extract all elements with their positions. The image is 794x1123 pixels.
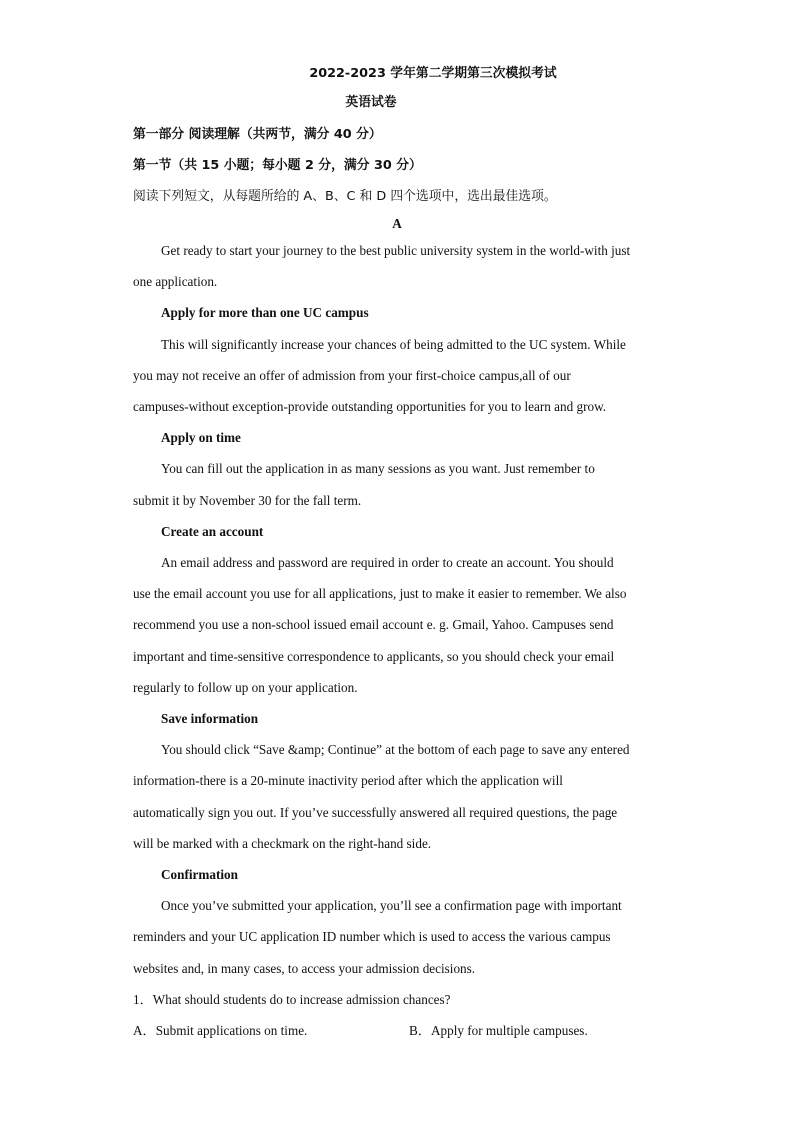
subject-title: 英语试卷 — [345, 95, 397, 110]
section-heading: Apply for more than one UC campus — [161, 305, 369, 320]
question-option-a[interactable]: A．Submit applications on time. — [133, 1023, 308, 1038]
paragraph-line: important and time-sensitive correspondence to applicants, so you should check your email — [133, 649, 615, 664]
paragraph-line: regularly to follow up on your application. — [133, 680, 358, 695]
paragraph-line: An email address and password are required in order to create an account. You should — [161, 555, 614, 570]
paragraph-line: reminders and your UC application ID number which is used to access the various campus — [133, 929, 611, 944]
paragraph-line: information-there is a 20-minute inactivity period after which the application will — [133, 773, 563, 788]
paragraph-line: You should click “Save &amp; Continue” at the bottom of each page to save any entered — [161, 742, 630, 757]
paragraph-line: you may not receive an offer of admission from your first-choice campus,all of our — [133, 368, 571, 383]
section-heading: Create an account — [161, 524, 264, 539]
passage-label: A — [392, 216, 402, 231]
exam-title: 2022-2023 学年第二学期第三次模拟考试 — [309, 66, 557, 81]
paragraph-line: campuses-without exception-provide outstanding opportunities for you to learn and grow. — [133, 399, 607, 414]
question-stem: 1．What should students do to increase admission chances? — [133, 992, 451, 1007]
section-heading: Save information — [161, 711, 259, 726]
intro-line: one application. — [133, 274, 218, 289]
paragraph-line: use the email account you use for all applications, just to make it easier to remember. We also — [133, 586, 627, 601]
section-title: 第一节（共 15 小题；每小题 2 分，满分 30 分） — [133, 158, 422, 173]
section-heading: Confirmation — [161, 867, 238, 882]
paragraph-line: will be marked with a checkmark on the right-hand side. — [133, 836, 432, 851]
paragraph-line: recommend you use a non-school issued email account e. g. Gmail, Yahoo. Campuses send — [133, 617, 614, 632]
paragraph-line: You can fill out the application in as many sessions as you want. Just remember to — [161, 461, 595, 476]
paragraph-line: automatically sign you out. If you’ve successfully answered all required questions, the page — [133, 805, 618, 820]
instruction: 阅读下列短文，从每题所给的 A、B、C 和 D 四个选项中，选出最佳选项。 — [133, 189, 557, 204]
section-heading: Apply on time — [161, 430, 241, 445]
part-title: 第一部分 阅读理解（共两节，满分 40 分） — [133, 127, 382, 142]
paragraph-line: This will significantly increase your chances of being admitted to the UC system. While — [161, 337, 626, 352]
paragraph-line: websites and, in many cases, to access your admission decisions. — [133, 961, 476, 976]
question-option-b[interactable]: B．Apply for multiple campuses. — [409, 1023, 588, 1038]
paragraph-line: Once you’ve submitted your application, you’ll see a confirmation page with important — [161, 898, 622, 913]
intro-line: Get ready to start your journey to the best public university system in the world-with just — [161, 243, 631, 258]
paragraph-line: submit it by November 30 for the fall term. — [133, 493, 362, 508]
